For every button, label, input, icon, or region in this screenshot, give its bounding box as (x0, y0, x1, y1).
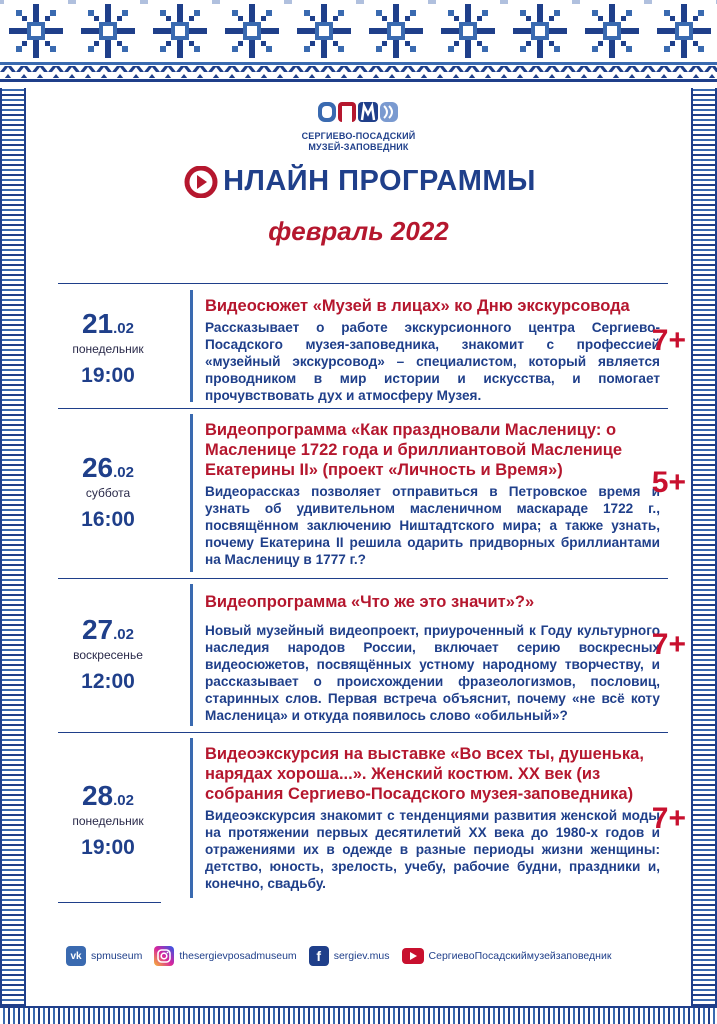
event-weekday: суббота (85, 486, 131, 500)
museum-logo-icon (314, 100, 404, 126)
social-vk[interactable] (66, 946, 142, 966)
event-description: Новый музейный видеопроект, приуроченный к Году культурного наследия народов России, включает серию воскресных видеосюжетов, посвящённых устному народному творчеству, и рассказывает о происхождении фразеологизмов, пословиц, старинных слов. Первая встреча объяснит, почему «не всё коту Масленица» и откуда появилось слово «обильный»? (205, 623, 660, 723)
logo-line-1: СЕРГИЕВО-ПОСАДСКИЙ (301, 131, 416, 141)
event-divider (190, 584, 193, 726)
event-time: 16:00 (81, 508, 135, 531)
headline-text: НЛАЙН ПРОГРАММЫ (223, 165, 536, 197)
social-instagram[interactable] (154, 946, 296, 966)
separator-right (150, 408, 668, 409)
event-title: Видеопрограмма «Что же это значит»?» (205, 593, 535, 611)
event-title: Видеопрограмма «Как праздновали Масленицу: о Масленице 1722 года и бриллиантовой Масленице Екатерины II» (проект «Личность и Время») (205, 421, 623, 479)
top-ornament-band (0, 0, 717, 88)
social-facebook[interactable] (309, 946, 390, 966)
social-youtube[interactable] (402, 948, 612, 964)
social-label: СергиевоПосадскиймузейзаповедник (428, 950, 612, 962)
left-ornament-border (0, 0, 26, 1024)
separator-right (150, 732, 668, 733)
social-links (66, 944, 666, 968)
event-content (205, 296, 660, 404)
museum-logo (0, 100, 717, 153)
logo-line-2: МУЗЕЙ-ЗАПОВЕДНИК (308, 142, 409, 152)
event-weekday: понедельник (72, 814, 144, 828)
event-day: 28.02 (81, 780, 134, 811)
event-weekday: воскресенье (73, 648, 143, 662)
event-description: Рассказывает о работе экскурсионного центра Сергиево-Посадского музея-заповедника, знакомит с профессией «музейный экскурсовод» – специалистом, который является проводником в мир истории и искусства, и помогает прочувствовать дух и атмосферу Музея. (205, 320, 660, 403)
event-content (205, 592, 660, 724)
event-date (58, 452, 158, 532)
age-rating: 5+ (651, 466, 686, 499)
event-time: 19:00 (81, 836, 135, 859)
separator-left (58, 902, 161, 903)
facebook-icon: f (309, 946, 329, 966)
age-rating: 7+ (651, 324, 686, 357)
youtube-play-icon (181, 166, 221, 198)
page-title (0, 165, 717, 203)
event-row (40, 584, 686, 726)
event-row (40, 290, 686, 403)
separator-left (58, 732, 161, 733)
instagram-icon (154, 946, 174, 966)
event-day: 27.02 (81, 614, 134, 645)
event-day: 21.02 (81, 308, 134, 339)
social-label: sergiev.mus (333, 950, 390, 962)
event-content (205, 744, 660, 892)
event-row (40, 414, 686, 572)
month-subtitle: февраль 2022 (268, 216, 449, 246)
event-title: Видеоэкскурсия на выставке «Во всех ты, душенька, нарядах хороша...». Женский костюм. XX век (из собрания Сергиево-Посадского музея-заповедника) (205, 745, 644, 803)
event-date (58, 614, 158, 694)
event-weekday: понедельник (72, 342, 144, 356)
event-date (58, 780, 158, 860)
social-label: thesergievposadmuseum (179, 950, 297, 962)
event-divider (190, 738, 193, 898)
event-row (40, 738, 686, 898)
event-title: Видеосюжет «Музей в лицах» ко Дню экскурсовода (205, 297, 630, 315)
event-content (205, 420, 660, 568)
event-time: 12:00 (81, 670, 135, 693)
event-description: Видеоэкскурсия знакомит с тенденциями развития женской моды на протяжении первых десятилетий XX века до 1980-х годов и отражениями их в одежде в разные периоды жизни женщины: детство, юность, зрелость, учебу, рабочие будни, праздники и, конечно, свадьбу. (205, 808, 660, 891)
event-divider (190, 414, 193, 572)
event-date (58, 308, 158, 388)
right-ornament-border (691, 0, 717, 1024)
bottom-ornament-border (0, 1006, 717, 1024)
vk-icon: vk (66, 946, 86, 966)
youtube-icon (402, 948, 424, 964)
separator-right (150, 578, 668, 579)
separator-left (58, 283, 161, 284)
event-description: Видеорассказ позволяет отправиться в Петровское время и узнать об удивительном масленичном маскараде 1722 г., посвящённом заключению Ништадтского мира; а также узнать, почему Екатерина II решила одарить придворных бриллиантами на Масленицу в 1777 г.? (205, 484, 660, 567)
age-rating: 7+ (651, 802, 686, 835)
event-divider (190, 290, 193, 402)
event-time: 19:00 (81, 364, 135, 387)
age-rating: 7+ (651, 628, 686, 661)
separator-left (58, 578, 161, 579)
separator-left (58, 408, 161, 409)
social-label: spmuseum (91, 950, 143, 962)
event-day: 26.02 (81, 452, 134, 483)
separator-right (150, 283, 668, 284)
